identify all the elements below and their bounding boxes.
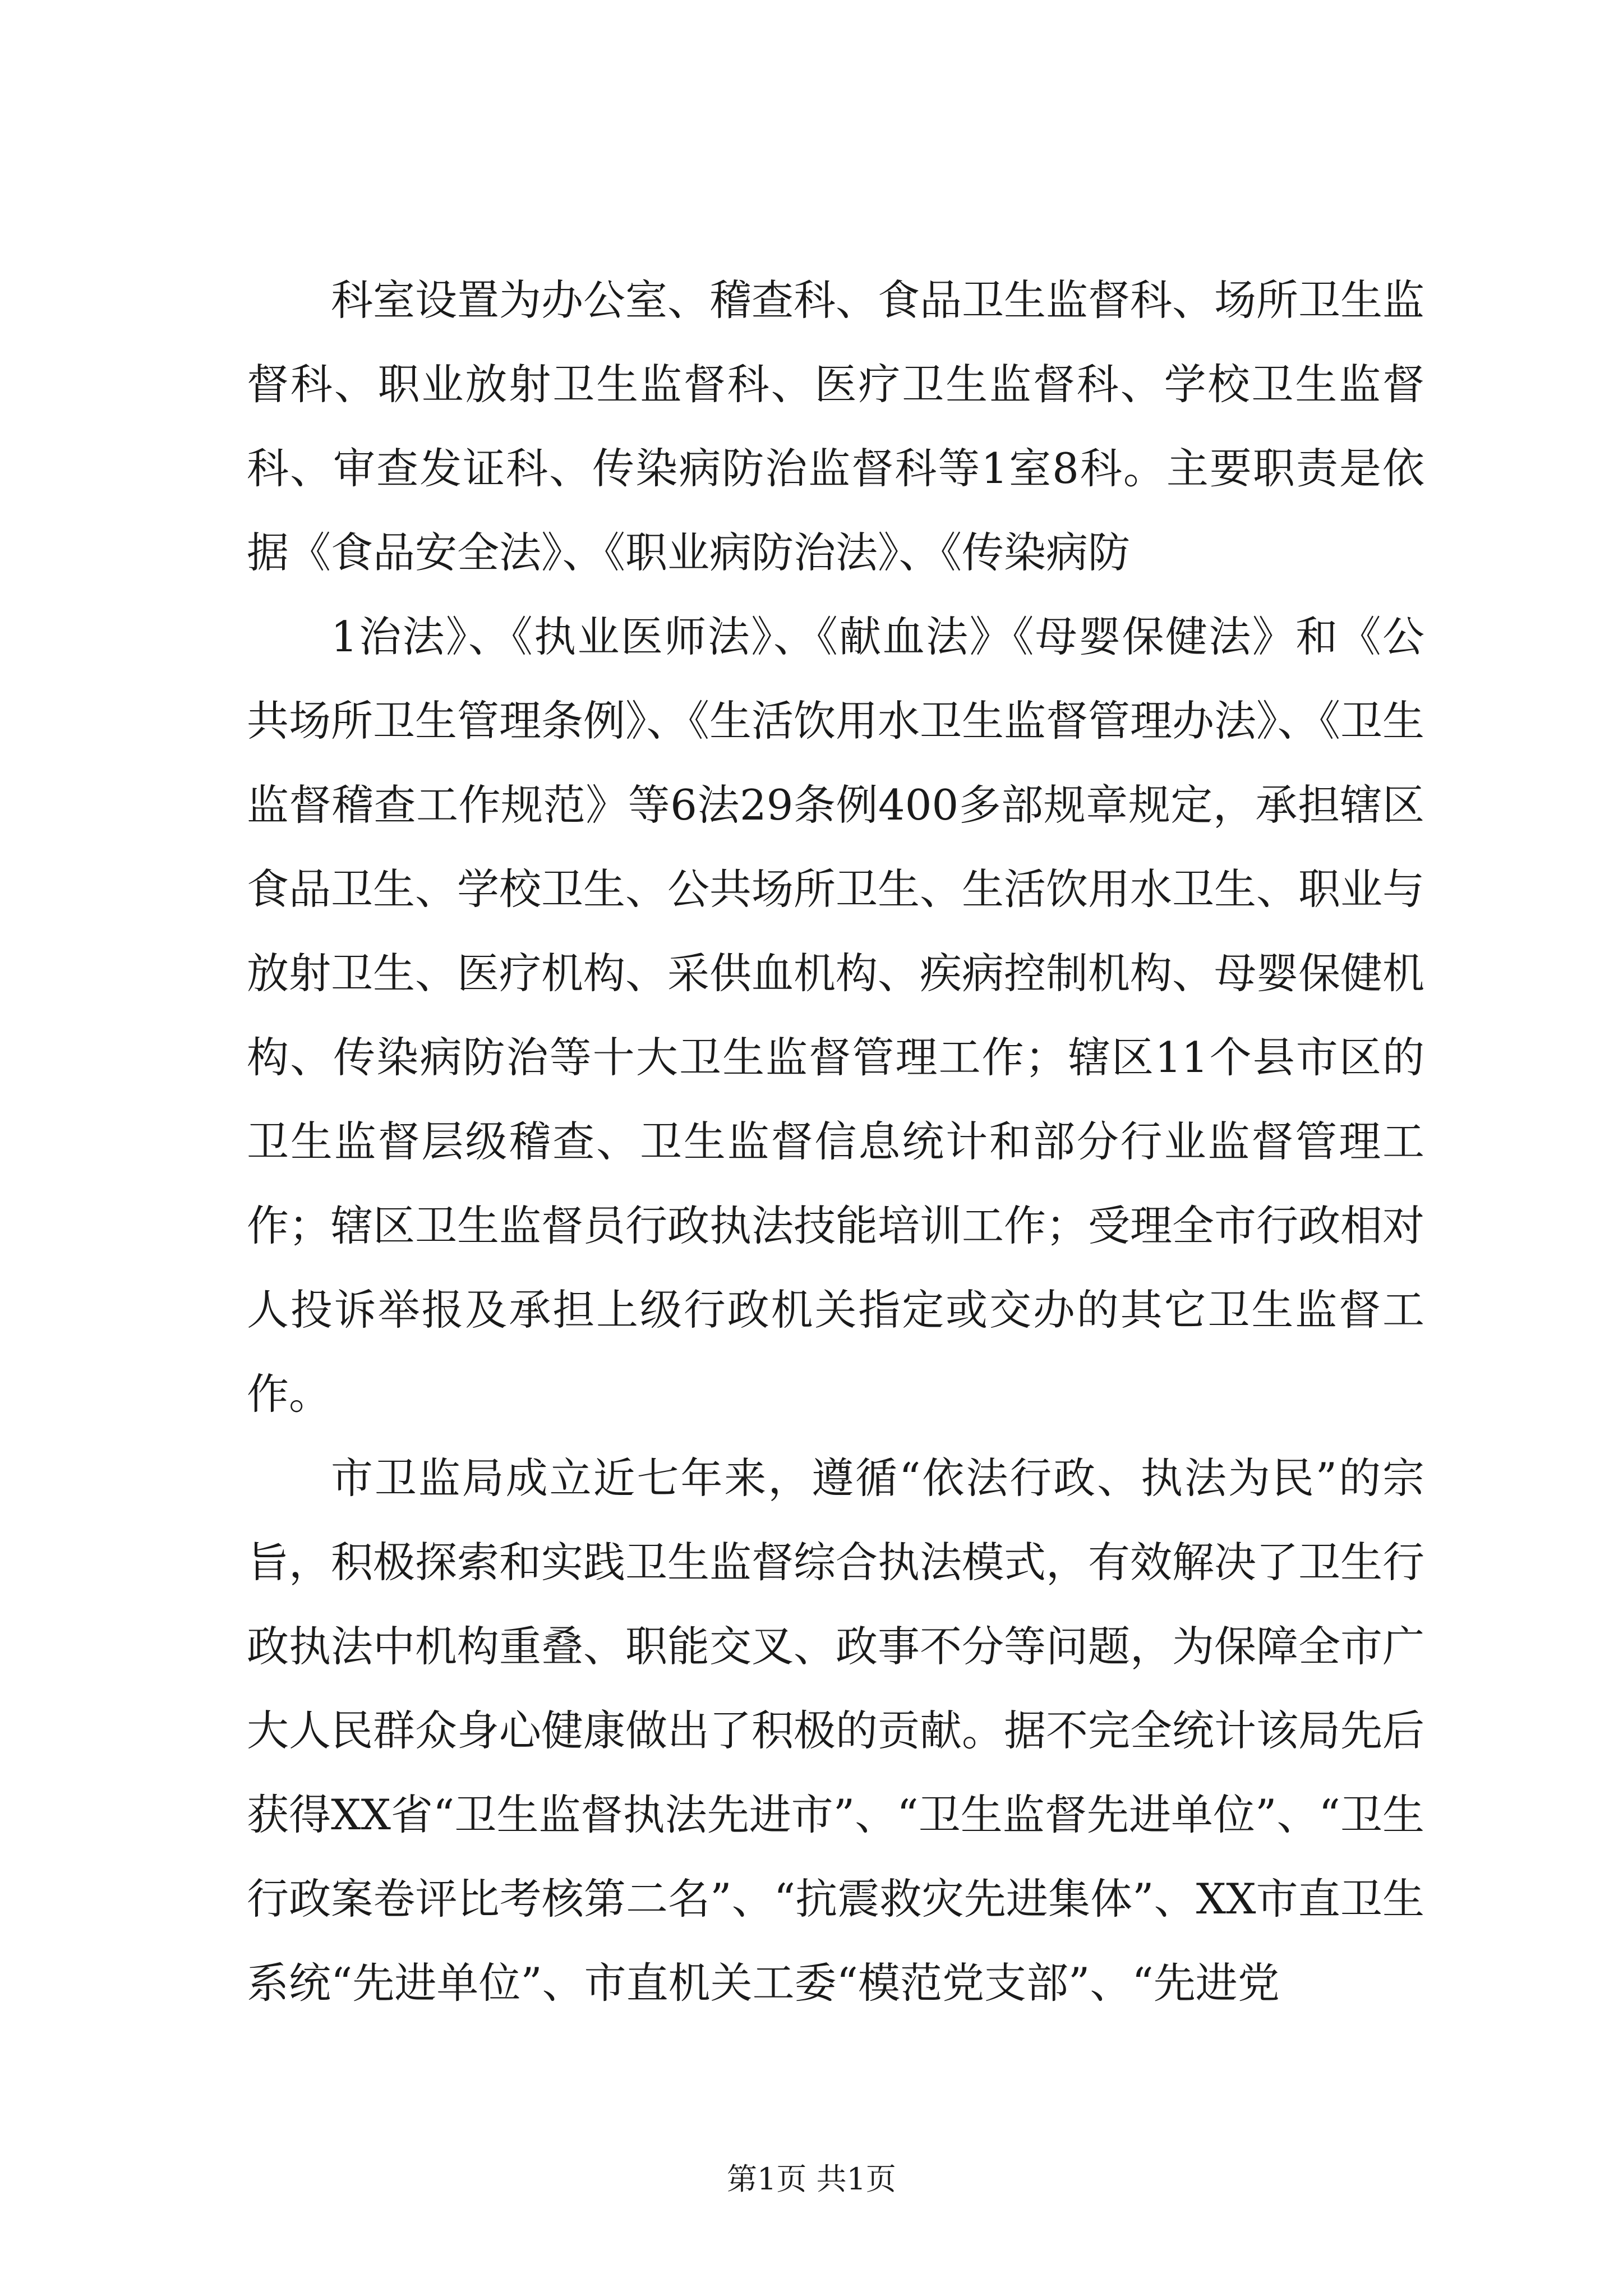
paragraph-2: 1治法》、《执业医师法》、《献血法》《母婴保健法》和《公共场所卫生管理条例》、《生活饮用水卫生监督管理办法》、《卫生监督稽查工作规范》等6法29条例400多部规章规定，承担辖区食品卫生、学校卫生、公共场所卫生、生活饮用水卫生、职业与放射卫生、医疗机构、采供血机构、疾病控制机构、母婴保健机构、传染病防治等十大卫生监督管理工作；辖区11个县市区的卫生监督层级稽查、卫生监督信息统计和部分行业监督管理工作；辖区卫生监督员行政执法技能培训工作；受理全市行政相对人投诉举报及承担上级行政机关指定或交办的其它卫生监督工作。 [247, 612, 1425, 1419]
page-footer: 第1页 共1页 [727, 2161, 896, 2197]
body-text [247, 258, 1424, 2025]
paragraph-1: 科室设置为办公室、稽查科、食品卫生监督科、场所卫生监督科、职业放射卫生监督科、医疗卫生监督科、学校卫生监督科、审查发证科、传染病防治监督科等1室8科。主要职责是依据《食品安全法》、《职业病防治法》、《传染病防 [247, 275, 1425, 577]
paragraph-3: 市卫监局成立近七年来，遵循“依法行政、执法为民”的宗旨，积极探索和实践卫生监督综合执法模式，有效解决了卫生行政执法中机构重叠、职能交叉、政事不分等问题，为保障全市广大人民群众身心健康做出了积极的贡献。据不完全统计该局先后获得XX省“卫生监督执法先进市”、“卫生监督先进单位”、“卫生行政案卷评比考核第二名”、“抗震救灾先进集体”、XX市直卫生系统“先进单位”、市直机关工委“模范党支部”、“先进党 [247, 1453, 1425, 2008]
